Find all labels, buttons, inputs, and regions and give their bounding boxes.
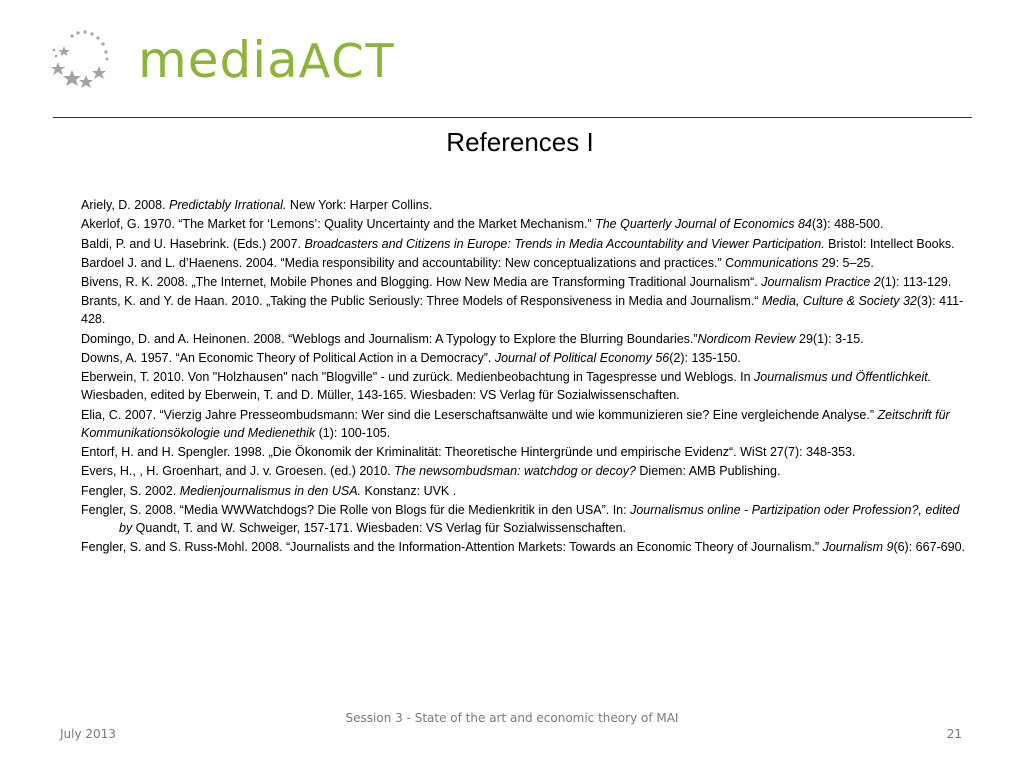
reference-item [81,538,971,556]
reference-text: Entorf, H. and H. Spengler. 1998. „Die Ökonomik der Kriminalität: Theoretische Hintergründe und empirische Evidenz“. WiSt 27(7): 348-353. [81,444,856,459]
reference-text: Bardoel J. and L. d’Haenens. 2004. “Media responsibility and accountability: New conceptualizations and practices.” C [81,255,735,270]
reference-text: Elia, C. 2007. “Vierzig Jahre Presseombudsmann: Wer sind die Leserschaftsanwälte und wie kommunizieren sie? Eine vergleichende Analyse.” [81,407,878,422]
footer-page-number: 21 [946,727,962,741]
reference-text: Fengler, S. 2008. “Media WWWatchdogs? Die Rolle von Blogs für die Medienkritik in den USA”. In: [81,502,631,517]
stars-icon [50,26,140,96]
reference-item [81,443,971,461]
reference-text: Quandt, T. and W. Schweiger, 157-171. Wiesbaden: VS Verlag für Sozialwissenschaften. [132,520,627,535]
reference-item [81,254,971,272]
reference-text: 29(1): 3-15. [795,331,864,346]
reference-text: (1): 100-105. [315,425,391,440]
reference-italic: Nordicom Review [697,331,796,346]
reference-text: Eberwein, T. 2010. Von "Holzhausen" nach "Blogville" - und zurück. Medienbeobachtung in Tagespresse und Weblogs. In [81,370,755,385]
reference-item [81,368,971,404]
footer-session: Session 3 - State of the art and economic theory of MAI [345,711,679,725]
reference-italic: Predictably Irrational. [169,198,287,212]
reference-text: (3): 488-500. [811,217,884,232]
reference-text: Baldi, P. and U. Hasebrink. (Eds.) 2007. [81,236,305,251]
reference-item [81,196,971,214]
mediaact-logo [50,26,430,96]
reference-text: (2): 135-150. [669,351,741,366]
references-list [81,196,971,557]
reference-text: (3): 411-428. [81,294,964,327]
reference-italic: Zeitschrift für Kommunikationsökologie und Medienethik [81,407,950,440]
reference-text: Domingo, D. and A. Heinonen. 2008. “Weblogs and Journalism: A Typology to Explore the Blurring Boundaries.” [81,331,698,346]
reference-italic: Journalism Practice 2 [761,275,881,290]
reference-text: Downs, A. 1957. “An Economic Theory of Political Action in a Democracy”. [81,351,495,366]
slide-title: References I [446,127,594,157]
reference-text: New York: Harper Collins. [286,198,433,212]
reference-text: 29: 5–25. [818,255,874,270]
reference-italic: Journalismus online - Partizipation oder Profession?, edited by [119,502,960,535]
reference-item [81,406,971,442]
reference-text: Bristol: Intellect Books. [824,236,955,251]
reference-item [81,215,971,233]
reference-italic: Journal of Political Economy 56 [494,351,670,366]
logo-wordmark [138,30,396,91]
reference-text: (6): 667-690. [893,540,966,555]
reference-item [81,349,971,367]
reference-item [81,235,971,253]
logo-prefix: media [138,31,299,89]
reference-italic: Media, Culture & Society 32 [761,294,917,309]
reference-text: Bivens, R. K. 2008. „The Internet, Mobile Phones and Blogging. How New Media are Transforming Traditional Journalism“. [81,275,762,290]
reference-italic: Journalism 9 [822,540,894,555]
reference-text: Fengler, S. and S. Russ-Mohl. 2008. “Journalists and the Information-Attention Markets: Towards an Economic Theory of Journalism.” [81,540,823,555]
reference-item [81,292,971,328]
reference-italic: ommunications [734,255,819,270]
logo-suffix: ACT [298,34,396,88]
reference-item [81,501,971,537]
reference-text: Evers, H., , H. Groenhart, and J. v. Groesen. (ed.) 2010. [81,464,395,479]
reference-item [81,273,971,291]
reference-italic: Medienjournalismus in den USA. [179,483,362,498]
reference-text: Konstanz: UVK . [361,483,457,498]
reference-item [81,462,971,480]
footer-date: July 2013 [60,727,116,741]
reference-text: Diemen: AMB Publishing. [635,464,781,479]
reference-item [81,330,971,348]
reference-text: Akerlof, G. 1970. “The Market for ‘Lemons’: Quality Uncertainty and the Market Mechanism.” [81,217,596,232]
reference-text: (1): 113-129. [880,275,952,290]
reference-text: Ariely, D. 2008. [81,198,170,212]
reference-italic: Journalismus und Öffentlichkeit. [754,370,932,385]
reference-italic: The Quarterly Journal of Economics 84 [595,217,812,232]
reference-italic: Broadcasters and Citizens in Europe: Trends in Media Accountability and Viewer Participation. [304,236,825,251]
reference-italic: The newsombudsman: watchdog or decoy? [394,464,636,479]
reference-text: Wiesbaden, edited by Eberwein, T. and D. Müller, 143-165. Wiesbaden: VS Verlag für Sozialwissenschaften. [81,388,680,403]
reference-text: Brants, K. and Y. de Haan. 2010. „Taking the Public Seriously: Three Models of Responsiveness in Media and Journalism.“ [81,294,762,309]
reference-item [81,482,971,500]
reference-text: Fengler, S. 2002. [81,483,180,498]
header-divider [53,117,972,118]
